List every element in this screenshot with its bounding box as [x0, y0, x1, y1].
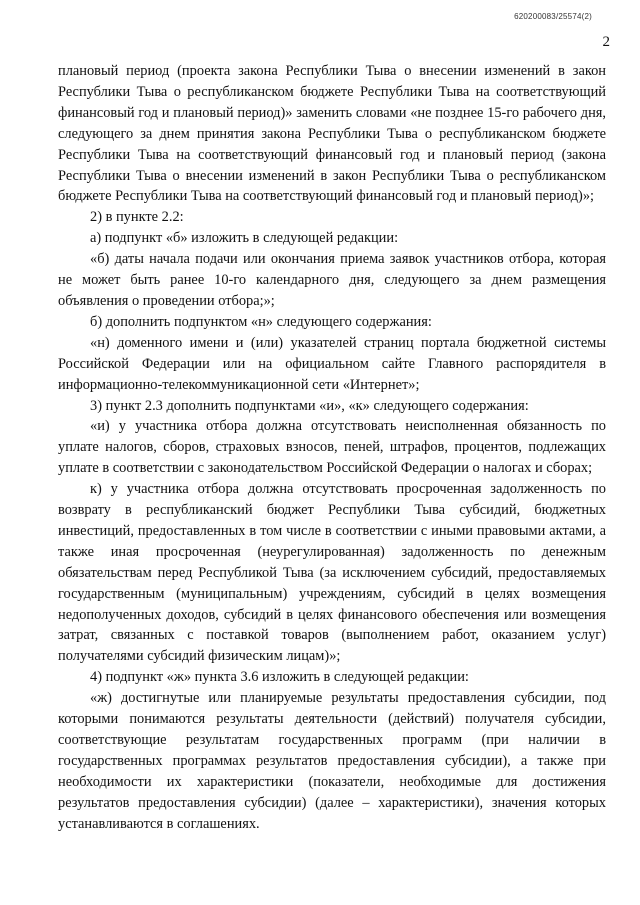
- paragraph-subitem-b: б) дополнить подпунктом «н» следующего содержания:: [90, 313, 432, 330]
- paragraph-item-3: 3) пункт 2.3 дополнить подпунктами «и», «к» следующего содержания:: [90, 397, 529, 414]
- paragraph-item-2: 2) в пункте 2.2:: [90, 209, 184, 226]
- document-id: 620200083/25574(2): [514, 12, 592, 21]
- paragraph-quote-zh: «ж) достигнутые или планируемые результаты предоставления субсидии, под которыми понимаются результаты деятельности (действий) получателя субсидии, соответствующие результатам государственных программ (при наличии в государственных программах результатов предоставления субсидии), а также при необходимости их характеристики (показатели, необходимые для достижения результатов предоставления субсидии) (далее – характеристики), значения которых устанавливаются в соглашениях.: [58, 690, 606, 832]
- document-body: [58, 61, 606, 835]
- page-number: 2: [602, 34, 610, 50]
- paragraph-quote-n: «н) доменного имени и (или) указателей страниц портала бюджетной системы Российской Федерации или на официальном сайте Главного распорядителя в информационно-телекоммуникационной сети «Интернет»;: [58, 334, 606, 393]
- paragraph-quote-i: «и) у участника отбора должна отсутствовать неисполненная обязанность по уплате налогов, сборов, страховых взносов, пеней, штрафов, процентов, подлежащих уплате в соответствии с законодательством Российской Федерации о налогах и сборах;: [58, 418, 606, 477]
- paragraph-quote-k: к) у участника отбора должна отсутствовать просроченная задолженность по возврату в республиканский бюджет Республики Тыва субсидий, бюджетных инвестиций, предоставленных в том числе в соответствии с иными правовыми актами, а также иная просроченная (неурегулированная) задолженность по денежным обязательствам перед Республикой Тыва (за исключением субсидий, предоставляемых государственным (муниципальным) учреждениям, субсидий в целях возмещения недополученных доходов, субсидий в целях финансового обеспечения или возмещения затрат, связанных с поставкой товаров (выполнением работ, оказанием услуг) получателями субсидий физическим лицам)»;: [58, 481, 606, 665]
- paragraph-item-4: 4) подпункт «ж» пункта 3.6 изложить в следующей редакции:: [90, 669, 469, 686]
- paragraph-continuation: плановый период (проекта закона Республики Тыва о внесении изменений в закон Республики Тыва о республиканском бюджете Республики Тыва на соответствующий финансовый год и плановый период)» заменить словами «не позднее 15-го рабочего дня, следующего за днем принятия закона Республики Тыва о республиканском бюджете Республики Тыва на соответствующий финансовый год и плановый период (закона Республики Тыва о внесении изменений в закон Республики Тыва о республиканском бюджете Республики Тыва на соответствующий финансовый год и плановый период)»;: [58, 63, 606, 205]
- paragraph-subitem-a: а) подпункт «б» изложить в следующей редакции:: [90, 230, 399, 247]
- paragraph-quote-b: «б) даты начала подачи или окончания приема заявок участников отбора, которая не может быть ранее 10-го календарного дня, следующего за днем размещения объявления о проведении отбора;»;: [58, 251, 606, 309]
